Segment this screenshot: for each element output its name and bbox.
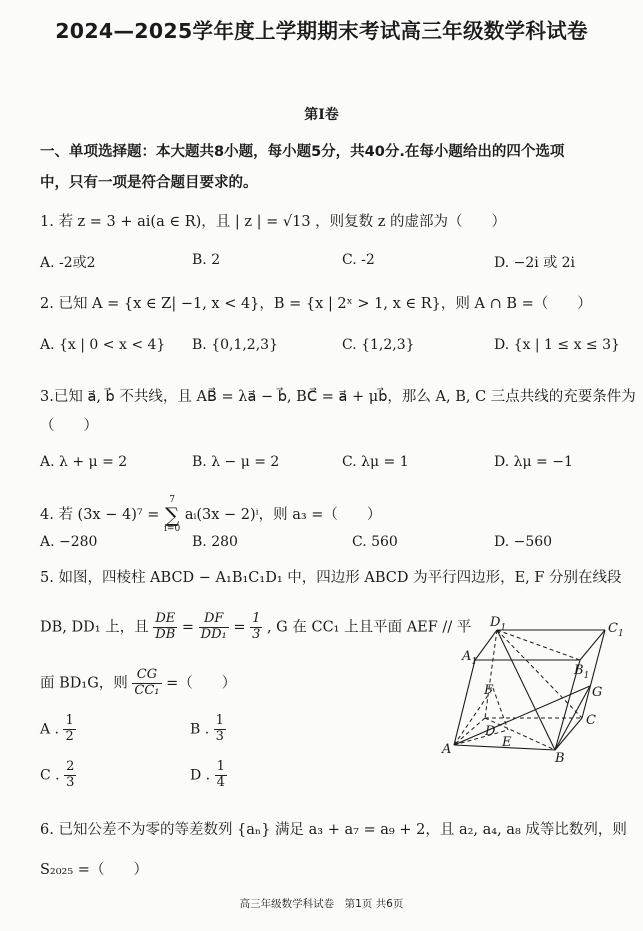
volume-heading: 第Ⅰ卷 [304, 107, 339, 123]
label-c1: $C_1$ [608, 621, 624, 639]
label-a: A [442, 742, 452, 757]
exam-title: 2024—2025学年度上学期期末考试高三年级数学科试卷 [55, 19, 588, 43]
question-5-option-c: C . $\frac{2}{3}$ [40, 759, 75, 790]
question-5-line1: 5. 如图，四棱柱 ABCD − A₁B₁C₁D₁ 中，四边形 ABCD 为平行四边形，E, F 分别在线段 [40, 570, 622, 586]
question-4-option-a: A. −280 [40, 534, 98, 550]
question-3-option-c: C. λμ = 1 [342, 454, 409, 470]
question-5-line2-post: , G 在 CC₁ 上且平面 AEF // 平 [266, 619, 472, 636]
question-6-stem: 6. 已知公差不为零的等差数列 {aₙ} 满足 a₃ + a₇ = a₉ + 2，且 a₂, a₄, a₈ 成等比数列，则 [40, 822, 627, 838]
equals-sign: = [181, 619, 195, 636]
label-d: D [485, 724, 496, 739]
question-1-option-d: D. −2i 或 2i [494, 255, 576, 271]
question-3-option-b: B. λ − μ = 2 [192, 454, 280, 470]
question-3-option-d: D. λμ = −1 [494, 454, 573, 470]
question-1-option-a: A. -2或2 [40, 255, 96, 271]
question-2-option-c: C. {1,2,3} [342, 337, 415, 353]
question-5-line2 [40, 612, 471, 643]
question-5-line3-pre: 面 BD₁G，则 [40, 675, 128, 692]
question-5-option-a: A . $\frac{1}{2}$ [40, 713, 74, 744]
label-g: G [592, 685, 603, 700]
label-a1: $A_1$ [462, 649, 478, 667]
question-5-option-d: D . $\frac{1}{4}$ [190, 759, 225, 790]
label-d1: $D_1$ [490, 615, 507, 633]
question-4-stem-pre: 4. 若 (3x − 4)⁷ = [40, 507, 165, 523]
fraction-one-third: $\frac{1}{3}$ [252, 611, 261, 642]
label-c: C [586, 713, 596, 728]
section-heading-line2: 中，只有一项是符合题目要求的。 [40, 175, 258, 191]
label-b: B [555, 751, 565, 766]
label-f: F [484, 683, 494, 698]
equals-sign: = [233, 619, 246, 636]
question-1-option-c: C. -2 [342, 252, 375, 268]
question-6-stem-line2: S₂₀₂₅ =（ ） [40, 862, 148, 878]
question-4-option-d: D. −560 [494, 534, 553, 550]
question-4-option-c: C. 560 [352, 534, 398, 550]
question-4-stem [40, 496, 381, 534]
question-3-stem-line1: 3.已知 a⃗, b⃗ 不共线，且 AB⃗ = λa⃗ − b⃗, BC⃗ = a⃗ + μb⃗，那么 A, B, C 三点共线的充要条件为 [40, 389, 636, 405]
summation-symbol: 7 ∑ i=0 [164, 495, 181, 534]
question-4-option-b: B. 280 [192, 534, 238, 550]
sum-upper-limit: 7 [169, 495, 175, 505]
question-5-line2-pre: DB, DD₁ 上，且 [40, 619, 149, 636]
page-footer: 高三年级数学科试卷 第1页 共6页 [239, 898, 404, 910]
question-3-option-a: A. λ + μ = 2 [40, 454, 128, 470]
question-2-option-d: D. {x | 1 ≤ x ≤ 3} [494, 337, 620, 353]
question-2-option-a: A. {x | 0 < x < 4} [40, 337, 166, 353]
fraction-df-dd1: $\frac{DF}{\text{DD₁}}$ [200, 611, 227, 642]
label-e: E [502, 735, 512, 750]
question-4-stem-post: aᵢ(3x − 2)ⁱ，则 a₃ =（ ） [184, 507, 382, 523]
question-5-option-b: B . $\frac{1}{3}$ [190, 713, 224, 744]
question-5-line3 [40, 668, 236, 699]
question-2-stem: 2. 已知 A = {x ∈ Z| −1, x < 4}，B = {x | 2ˣ > 1, x ∈ R}，则 A ∩ B =（ ） [40, 296, 592, 312]
question-3-stem-line2: （ ） [40, 418, 98, 434]
section-heading-line1: 一、单项选择题：本大题共8小题，每小题5分，共40分.在每小题给出的四个选项 [40, 144, 565, 160]
fraction-de-db: $\frac{DE}{DB}$ [155, 611, 176, 642]
question-5-line3-post: =（ ） [166, 675, 237, 692]
prism-figure [440, 610, 630, 770]
label-b1: $B_1$ [574, 663, 590, 681]
fraction-cg-cc1: $\frac{CG}{\text{CC₁}}$ [134, 667, 160, 698]
question-1-option-b: B. 2 [192, 252, 221, 268]
question-1-stem: 1. 若 z = 3 + ai(a ∈ R)，且 | z | = √13 ，则复数 z 的虚部为（ ） [40, 214, 507, 230]
sum-lower-limit: i=0 [164, 524, 181, 534]
question-2-option-b: B. {0,1,2,3} [192, 337, 278, 353]
